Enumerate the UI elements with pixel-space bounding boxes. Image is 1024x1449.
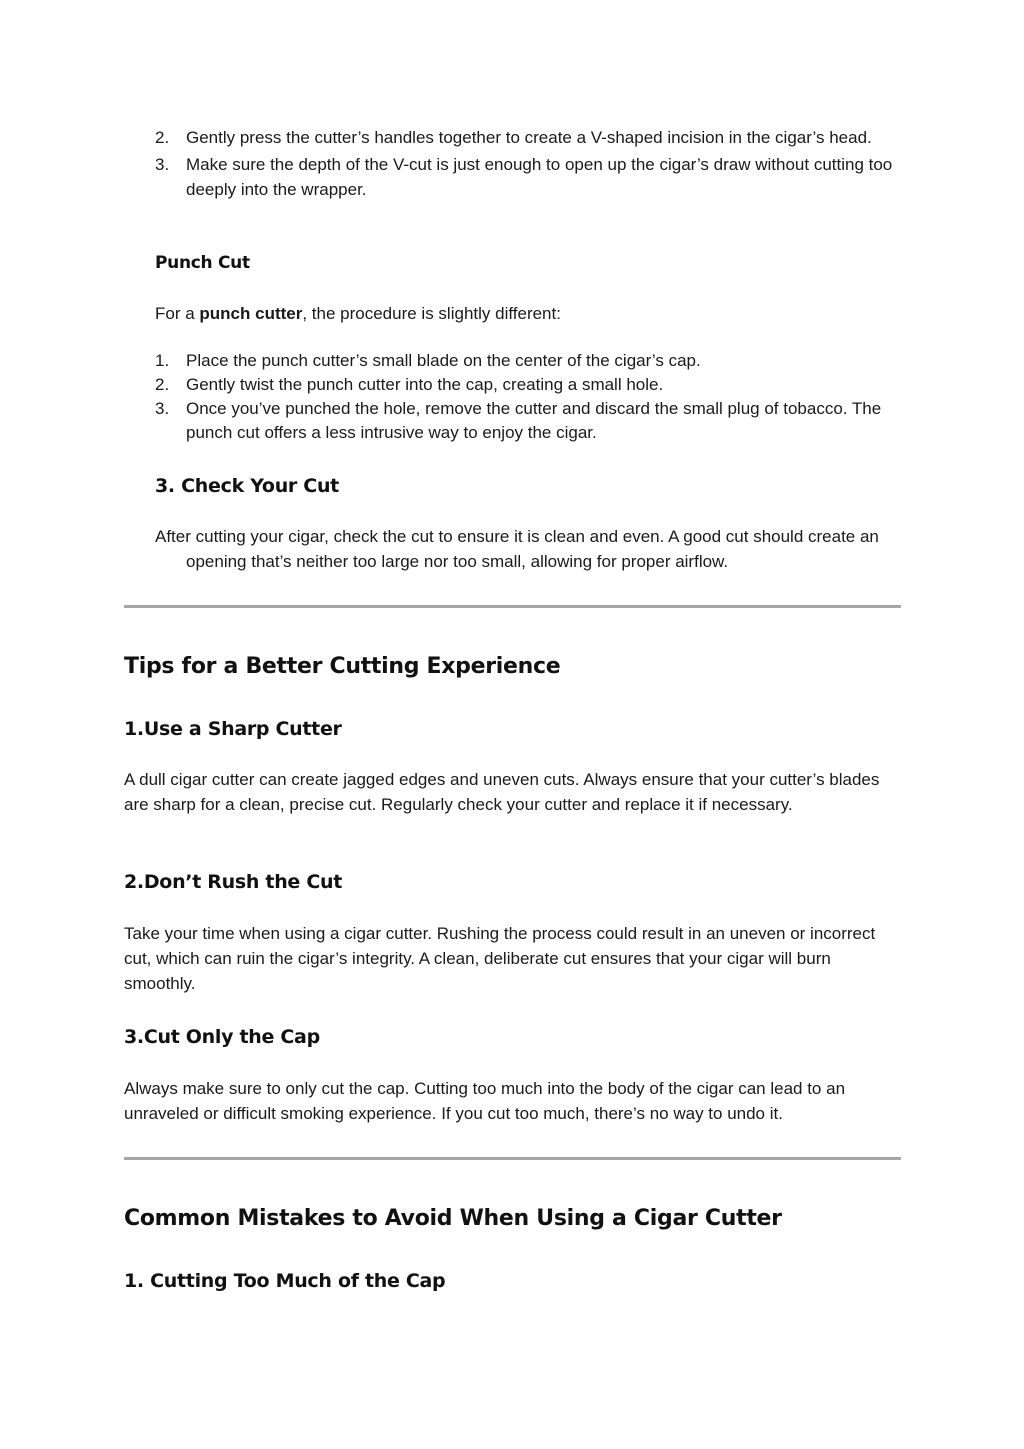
list-item [155, 349, 900, 373]
list-item-text: Place the punch cutter’s small blade on the center of the cigar’s cap. [186, 351, 701, 370]
tip-heading: 3.Cut Only the Cap [124, 1026, 320, 1048]
tip-text: Take your time when using a cigar cutter. Rushing the process could result in an uneven or incorrect cut, which can ruin the cigar’s integrity. A clean, deliberate cut ensures that your cigar will burn smoothly. [124, 924, 876, 993]
punch-cut-intro [155, 301, 900, 326]
punch-steps-list [155, 349, 900, 445]
section-divider [124, 1157, 901, 1160]
check-cut-heading: 3. Check Your Cut [155, 475, 339, 497]
list-number: 3. [155, 399, 170, 418]
list-number: 2. [155, 375, 170, 394]
vcut-steps-list [155, 125, 900, 202]
list-item [155, 397, 900, 445]
list-item-text: Make sure the depth of the V-cut is just enough to open up the cigar’s draw without cutting too deeply into the wrapper. [186, 155, 893, 199]
punch-cut-heading: Punch Cut [155, 253, 250, 273]
tips-section-heading: Tips for a Better Cutting Experience [124, 654, 561, 679]
intro-bold-term: punch cutter [199, 304, 303, 323]
check-cut-text: After cutting your cigar, check the cut to ensure it is clean and even. A good cut should create an opening that’s neither too large nor too small, allowing for proper airflow. [155, 527, 879, 571]
list-number: 3. [155, 155, 170, 174]
section-divider [124, 605, 901, 608]
list-item [155, 152, 900, 202]
intro-suffix: , the procedure is slightly different: [302, 304, 561, 323]
list-item [155, 373, 900, 397]
tip-heading: 2.Don’t Rush the Cut [124, 871, 342, 893]
intro-prefix: For a [155, 304, 200, 323]
tip-heading: 1.Use a Sharp Cutter [124, 718, 342, 740]
list-item-text: Gently press the cutter’s handles together to create a V-shaped incision in the cigar’s head. [186, 128, 872, 147]
list-number: 2. [155, 128, 170, 147]
list-item-text: Once you’ve punched the hole, remove the cutter and discard the small plug of tobacco. The punch cut offers a less intrusive way to enjoy the cigar. [186, 399, 882, 442]
list-number: 1. [155, 351, 170, 370]
mistakes-section-heading: Common Mistakes to Avoid When Using a Cigar Cutter [124, 1206, 782, 1231]
list-item-text: Gently twist the punch cutter into the cap, creating a small hole. [186, 375, 664, 394]
mistake-heading: 1. Cutting Too Much of the Cap [124, 1270, 446, 1292]
list-item [155, 125, 900, 150]
tip-text: A dull cigar cutter can create jagged edges and uneven cuts. Always ensure that your cutter’s blades are sharp for a clean, precise cut. Regularly check your cutter and replace it if necessary. [124, 770, 880, 814]
tip-text: Always make sure to only cut the cap. Cutting too much into the body of the cigar can lead to an unraveled or difficult smoking experience. If you cut too much, there’s no way to undo it. [124, 1079, 846, 1123]
